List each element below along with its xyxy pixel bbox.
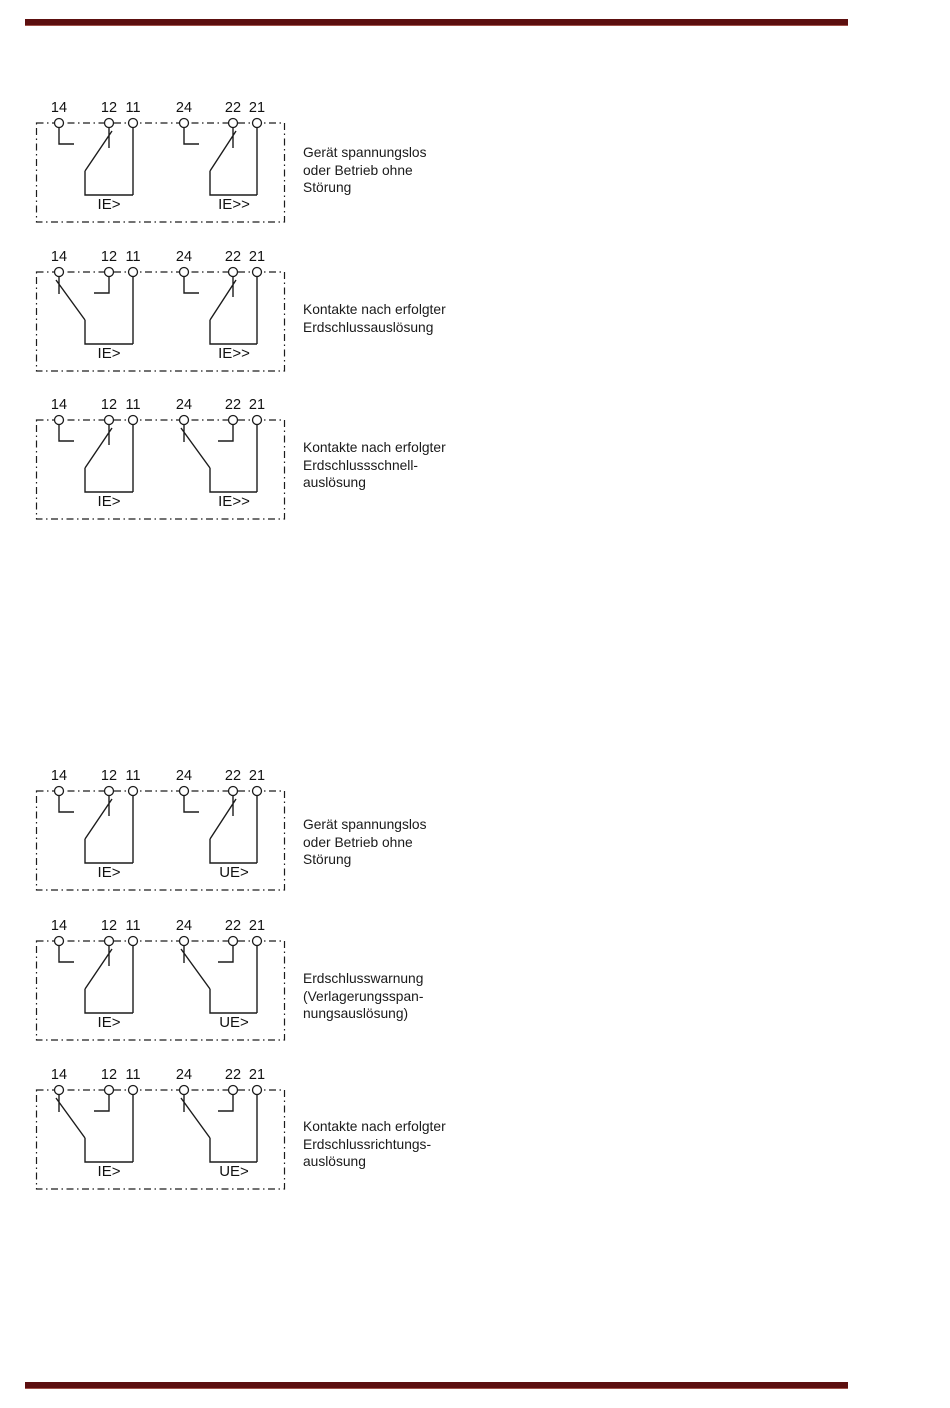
relay-function-label: IE>> [218,196,250,213]
diagram-caption [303,970,513,1023]
terminal-circle [129,416,138,425]
contact-wiring [59,796,133,864]
terminal-circle [229,787,238,796]
terminal-circle [105,1086,114,1095]
caption-line: Kontakte nach erfolgter [303,440,446,455]
terminal-number: 11 [125,918,141,934]
terminal-number: 21 [248,1067,266,1083]
terminal-number: 12 [100,1067,118,1083]
contact-wiring [56,1095,133,1163]
relay-contact-diagram [26,241,926,391]
terminal-number: 14 [50,918,68,934]
relay-function-label: IE> [97,864,121,881]
terminal-number: 14 [50,249,68,265]
terminal-circle [105,937,114,946]
caption-line: oder Betrieb ohne [303,834,413,850]
contact-wiring [184,128,257,196]
relay-contact-diagram [26,389,926,539]
terminal-circle [105,416,114,425]
terminal-circle [180,416,189,425]
terminal-number: 14 [50,768,68,784]
terminal-circle [253,937,262,946]
terminal-circle [55,268,64,277]
terminal-number: 24 [175,249,193,265]
terminal-number: 12 [100,918,118,934]
caption-line: oder Betrieb ohne [303,162,413,178]
terminal-number: 24 [175,918,193,934]
terminal-circle [129,787,138,796]
terminal-circle [129,937,138,946]
relay-function-label: UE> [219,864,249,881]
terminal-circle [229,119,238,128]
terminal-number: 11 [125,100,141,116]
terminal-number: 22 [224,249,242,265]
top-rule [25,19,848,26]
terminal-number: 21 [248,249,266,265]
caption-line: Störung [303,852,352,868]
terminal-number: 12 [100,249,118,265]
terminal-circle [105,268,114,277]
caption-line: Gerät spannungslos [303,145,427,160]
relay-contact-diagram [26,1059,926,1209]
terminal-circle [55,937,64,946]
relay-function-label: UE> [219,1014,249,1031]
relay-contact-diagram [26,910,926,1060]
terminal-circle [105,787,114,796]
terminal-circle [129,1086,138,1095]
terminal-number: 11 [125,249,141,265]
terminal-number: 14 [50,397,68,413]
diagram-caption [303,144,513,197]
relay-function-label: IE> [97,493,121,510]
terminal-number: 24 [175,100,193,116]
terminal-circle [253,416,262,425]
terminal-number: 21 [248,100,266,116]
terminal-circle [229,937,238,946]
terminal-circle [55,416,64,425]
contact-wiring [59,425,133,493]
terminal-number: 21 [248,397,266,413]
caption-line: nungsauslösung) [303,1006,409,1022]
diagram-canvas [26,760,296,895]
bottom-rule [25,1382,848,1389]
relay-function-label: IE>> [218,345,250,362]
terminal-number: 12 [100,100,118,116]
terminal-circle [229,416,238,425]
terminal-number: 22 [224,397,242,413]
caption-line: Erdschlusswarnung [303,971,424,986]
terminal-number: 12 [100,397,118,413]
terminal-number: 12 [100,768,118,784]
caption-line: auslösung [303,1154,366,1170]
contact-wiring [59,128,133,196]
relay-function-label: IE> [97,345,121,362]
diagram-caption [303,1118,513,1171]
caption-line: Erdschlussschnell- [303,457,419,473]
terminal-number: 21 [248,768,266,784]
relay-function-label: IE> [97,196,121,213]
terminal-circle [180,268,189,277]
caption-line: Kontakte nach erfolgter [303,1119,446,1134]
relay-contact-diagram [26,92,926,242]
diagram-canvas [26,389,296,524]
terminal-circle [229,268,238,277]
terminal-circle [129,268,138,277]
diagram-canvas [26,910,296,1045]
terminal-number: 14 [50,100,68,116]
caption-line: Erdschlussrichtungs- [303,1136,432,1152]
contact-wiring [184,277,257,345]
terminal-number: 22 [224,100,242,116]
diagram-canvas [26,241,296,376]
diagram-caption [303,439,513,492]
terminal-circle [55,1086,64,1095]
contact-wiring [56,277,133,345]
diagram-caption [303,816,513,869]
terminal-circle [253,119,262,128]
contact-wiring [184,796,257,864]
contact-wiring [181,425,257,493]
terminal-circle [105,119,114,128]
terminal-circle [55,119,64,128]
diagram-canvas [26,1059,296,1194]
terminal-circle [229,1086,238,1095]
terminal-circle [253,1086,262,1095]
terminal-number: 11 [125,768,141,784]
terminal-circle [180,1086,189,1095]
relay-contact-diagram [26,760,926,910]
caption-line: Erdschlussauslösung [303,319,434,335]
terminal-number: 14 [50,1067,68,1083]
terminal-number: 22 [224,768,242,784]
terminal-number: 11 [125,397,141,413]
caption-line: auslösung [303,475,366,491]
terminal-number: 24 [175,397,193,413]
diagram-caption [303,301,513,336]
terminal-circle [55,787,64,796]
diagram-canvas [26,92,296,227]
terminal-circle [253,268,262,277]
caption-line: Kontakte nach erfolgter [303,302,446,317]
relay-function-label: IE>> [218,493,250,510]
contact-wiring [181,946,257,1014]
contact-wiring [181,1095,257,1163]
terminal-number: 22 [224,918,242,934]
caption-line: Störung [303,180,352,196]
terminal-circle [253,787,262,796]
terminal-number: 22 [224,1067,242,1083]
terminal-number: 21 [248,918,266,934]
caption-line: (Verlagerungsspan- [303,988,424,1004]
caption-line: Gerät spannungslos [303,817,427,832]
terminal-circle [180,119,189,128]
relay-function-label: UE> [219,1163,249,1180]
contact-wiring [59,946,133,1014]
relay-function-label: IE> [97,1163,121,1180]
terminal-circle [129,119,138,128]
terminal-number: 11 [125,1067,141,1083]
terminal-number: 24 [175,1067,193,1083]
terminal-circle [180,787,189,796]
terminal-circle [180,937,189,946]
terminal-number: 24 [175,768,193,784]
relay-function-label: IE> [97,1014,121,1031]
